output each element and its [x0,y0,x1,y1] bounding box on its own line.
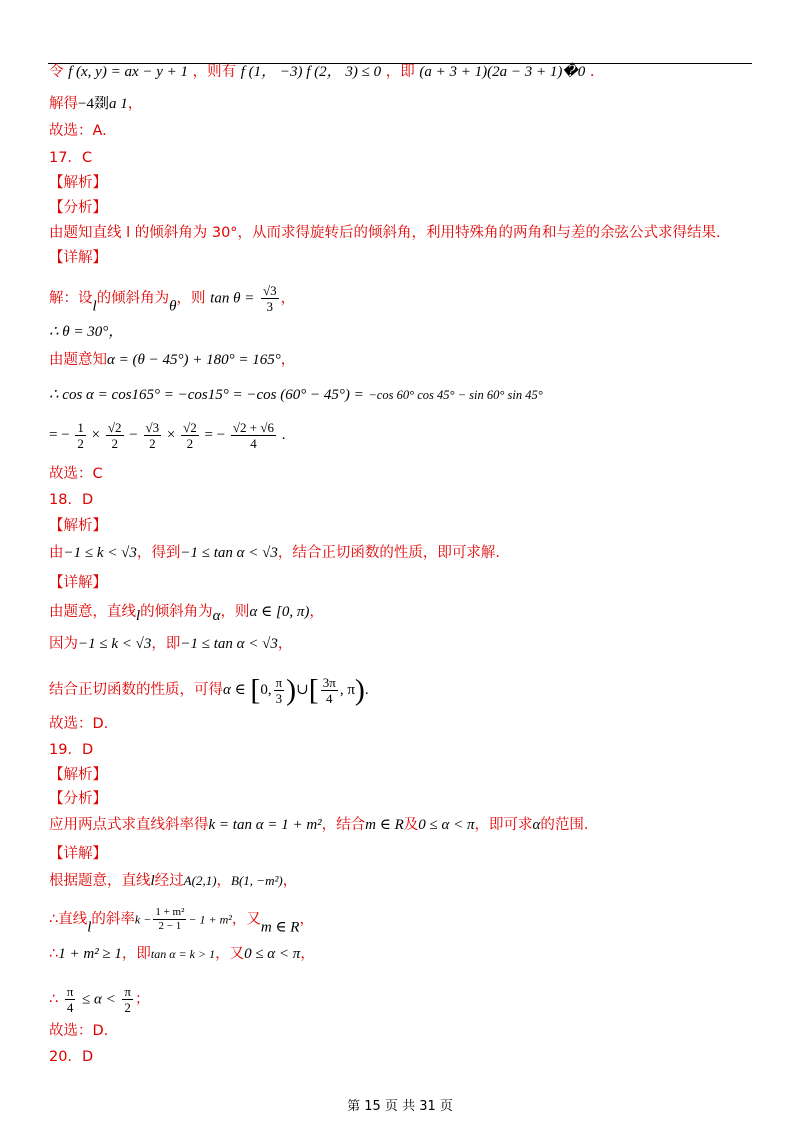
numerator: π [124,984,131,999]
formula: × [91,426,101,443]
section-xiangjie: 【详解】 [49,846,107,862]
text: ，又 [231,911,261,928]
text: ， [280,352,296,368]
question-20-number: 20．D [49,1049,94,1065]
text: ，又 [215,946,245,962]
text: 结合正切函数的性质，可得 [49,681,223,698]
interval [250,673,369,707]
numerator: √3 [145,420,160,435]
denominator: 2 [186,436,194,451]
formula: −1 ≤ tan α < √3 [180,545,278,561]
formula: −1 ≤ k < √3 [63,545,137,561]
q18-line2 [49,602,324,626]
formula: −cos 60° cos 45° − sin 60° sin 45° [368,388,543,402]
formula: −4剟 [78,96,109,112]
text: ， [299,911,314,928]
formula: θ [169,298,177,315]
text: 及 [403,817,419,833]
fraction [122,984,133,1015]
formula: ∪ [296,681,309,698]
text: 的倾斜角为 [96,290,170,307]
fraction [181,420,199,451]
numerator: √2 + √6 [232,420,275,435]
analysis-text: 由题知直线 l 的倾斜角为 30°，从而求得旋转后的倾斜角，利用特殊角的两角和与差的余弦公式求得结果. [49,225,721,241]
text: ； [134,991,150,1008]
formula: . [364,681,369,698]
section-xiangjie: 【详解】 [49,575,107,591]
text: 由 [49,545,64,561]
fraction [153,906,186,933]
answer-19: 故选：D. [49,1023,109,1039]
section-xiangjie: 【详解】 [49,250,107,266]
formula: l [87,919,92,936]
denominator: 2 [149,436,156,451]
text: 解：设 [49,290,93,307]
formula: l [150,873,155,889]
formula: , π [339,681,355,698]
denominator: 2 − 1 [158,920,182,932]
q17-line5 [49,420,286,451]
formula: α [532,817,541,833]
denominator: 2 [77,436,84,451]
fraction [75,420,86,451]
denominator: 2 [124,1000,131,1015]
text: 的倾斜角为 [140,604,213,620]
fraction [261,283,279,314]
text: ∴ [49,946,59,962]
formula: α = (θ − 45°) + 180° = 165° [107,352,281,368]
q17-line2: ∴ θ = 30°， [49,324,124,340]
text: ，即 [385,64,415,80]
numerator: π [66,984,74,999]
text: 解得 [49,96,78,112]
formula: tan θ = [210,290,255,307]
numerator: √2 [107,420,122,435]
fraction [231,420,276,451]
formula: l [92,298,97,315]
denominator: 3 [266,299,273,314]
text: . [589,64,595,80]
question-19-number: 19．D [49,742,94,758]
formula: 0 ≤ α < π [418,817,475,833]
bracket-left: [ [308,673,319,707]
q19-line5 [49,984,149,1015]
paren-right: ) [286,673,297,707]
denominator: 4 [326,691,333,706]
formula: = − [204,426,226,443]
formula: 0, [260,681,272,698]
text: ， [277,636,293,652]
text: ，即 [121,946,151,962]
question-18-number: 18．D [49,492,94,508]
q17-line1 [49,283,295,317]
text: ，即 [151,636,181,652]
numerator: 1 [77,420,84,435]
numerator: 3π [322,675,336,690]
section-jiexi: 【解析】 [49,767,107,783]
section-jiexi: 【解析】 [49,518,107,534]
text: 令 [49,64,64,80]
text: 根据题意，直线 [49,873,151,889]
text: 经过 [154,873,184,889]
formula: l [136,608,141,624]
numerator: 1 + m² [155,906,185,918]
answer-16: 故选：A. [49,123,107,139]
text: 由题意知 [49,352,107,368]
formula: m ∈ R [365,817,404,833]
q19-line2 [49,871,297,891]
formula: f (1， −3) f (2， 3) ≤ 0 [240,64,382,80]
denominator: 4 [250,436,257,451]
text: 应用两点式求直线斜率得 [49,817,209,833]
q18-line4 [49,675,369,706]
denominator: 4 [66,1000,74,1015]
formula: A(2,1) [183,873,217,888]
q17-line3 [49,350,295,370]
text: ， [309,604,324,620]
formula: α [212,608,221,624]
q19-line3 [49,906,314,938]
text: ，结合 [321,817,366,833]
text: ， [280,290,296,307]
paren-right: ) [354,673,365,707]
text: ， [282,873,298,889]
formula: ≤ α < [82,991,116,1008]
question-17-number: 17．C [49,150,93,166]
q17-line4 [49,385,543,405]
denominator: 3 [275,691,283,706]
answer-18: 故选：D. [49,716,109,732]
formula: α ∈ [223,681,246,698]
section-fenxi: 【分析】 [49,200,107,216]
text: 的斜率 [91,911,135,928]
text: ∴ [49,991,59,1008]
formula: a 1 [108,96,128,112]
q19-line1 [49,815,589,835]
fraction [106,420,124,451]
text: ，结合正切函数的性质，即可求解. [277,545,500,561]
text: ，得到 [136,545,181,561]
section-jiexi: 【解析】 [49,175,107,191]
formula: = − [49,426,70,443]
answer-17: 故选：C [49,466,103,482]
bracket-left: [ [250,673,261,707]
fraction [144,420,162,451]
formula: − [129,426,138,443]
formula: k − [134,912,152,927]
q18-line3 [49,634,292,654]
formula: α ∈ [0, π) [249,604,310,620]
page-footer: 第 15 页 共 31 页 [347,1099,453,1114]
q19-line4 [49,944,315,964]
formula: f (x, y) = ax − y + 1 [68,64,189,80]
text: ∴直线 [49,911,88,928]
formula: 1 + m² ≥ 1 [58,946,122,962]
q18-line1 [49,543,500,563]
formula: − 1 + m² [188,912,232,927]
text: ， [216,873,232,889]
formula: 0 ≤ α < π [244,946,301,962]
solve-line [49,94,142,114]
fraction [65,984,76,1015]
formula: −1 ≤ tan α < √3 [180,636,278,652]
numerator: π [275,675,283,690]
text: 因为 [49,636,78,652]
formula: m ∈ R [260,919,300,936]
formula: (a + 3 + 1)(2a − 3 + 1)�0 [419,64,586,80]
text: ， [300,946,315,962]
formula: tan α = k > 1 [150,947,216,961]
formula: k = tan α = 1 + m² [208,817,322,833]
text: 的范围. [540,817,589,833]
formula: . [281,426,286,443]
fraction [321,675,338,706]
section-fenxi: 【分析】 [49,791,107,807]
text: ，则有 [192,64,237,80]
text: ，则 [220,604,250,620]
formula: −1 ≤ k < √3 [78,636,152,652]
text: ，即可求 [474,817,533,833]
continuation-line [49,62,594,82]
numerator: √3 [262,283,277,298]
text: ，则 [176,290,206,307]
formula: ∴ cos α = cos165° = −cos15° = −cos (60° − 45°) = [49,387,364,403]
denominator: 2 [111,436,118,451]
formula: B(1, −m²) [231,873,283,888]
fraction [274,675,285,706]
text: ， [127,96,143,112]
text: 由题意，直线 [49,604,136,620]
formula: × [166,426,176,443]
numerator: √2 [183,420,197,435]
